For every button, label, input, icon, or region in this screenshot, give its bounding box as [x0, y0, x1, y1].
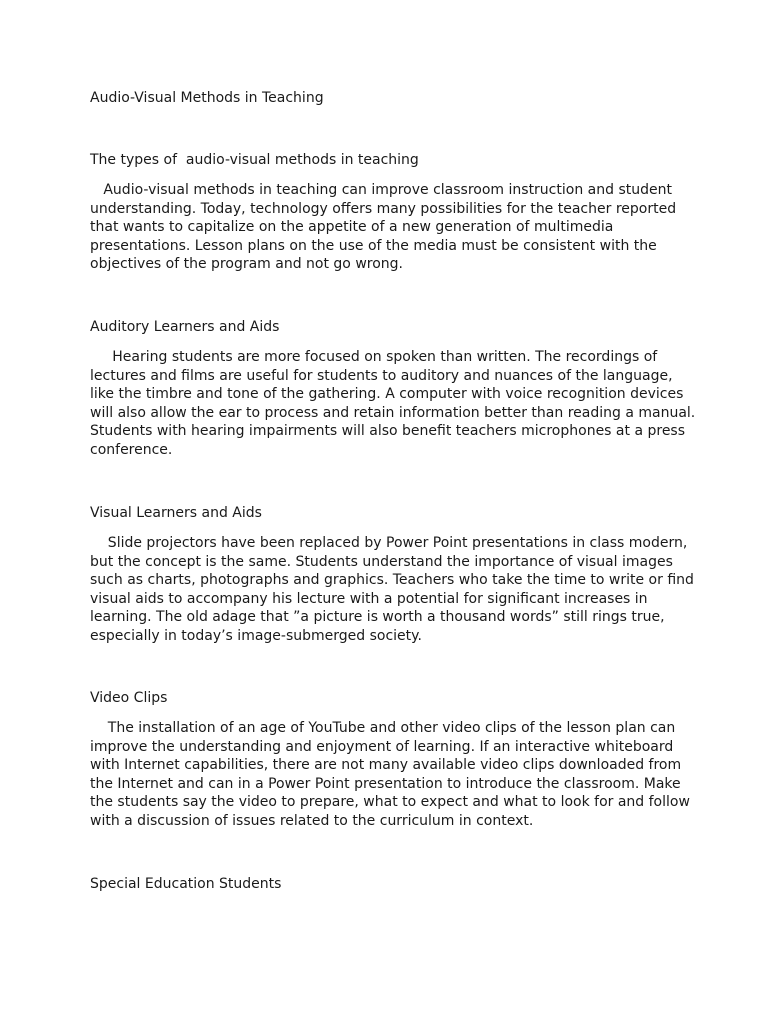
paragraph-line: objectives of the program and not go wrong.: [90, 256, 403, 272]
paragraph-line: visual aids to accompany his lecture with a potential for significant increases in: [90, 590, 648, 607]
paragraph-line: conference.: [90, 441, 173, 458]
paragraph-line: the students say the video to prepare, what to expect and what to look for and follow: [90, 794, 690, 810]
paragraph-line: Slide projectors have been replaced by Power Point presentations in class modern,: [90, 535, 688, 551]
section-paragraph-auditory: [90, 348, 696, 459]
paragraph-line: Hearing students are more focused on spoken than written. The recordings of: [90, 349, 658, 365]
section-heading-video: Video Clips: [90, 690, 168, 706]
paragraph-line: with a discussion of issues related to the curriculum in context.: [90, 812, 534, 829]
paragraph-line: will also allow the ear to process and retain information better than reading a manual.: [90, 404, 696, 421]
paragraph-line: like the timbre and tone of the gathering. A computer with voice recognition devices: [90, 386, 684, 402]
document-title: Audio-Visual Methods in Teaching: [90, 90, 324, 106]
section-heading-visual: Visual Learners and Aids: [90, 505, 262, 521]
paragraph-line: Students with hearing impairments will also benefit teachers microphones at a press: [90, 423, 686, 439]
paragraph-line: but the concept is the same. Students understand the importance of visual images: [90, 553, 673, 570]
paragraph-line: with Internet capabilities, there are not many available video clips downloaded from: [90, 757, 682, 773]
paragraph-line: improve the understanding and enjoyment of learning. If an interactive whiteboard: [90, 738, 674, 755]
section-heading-auditory: Auditory Learners and Aids: [90, 319, 280, 335]
intro-paragraph: [90, 181, 690, 274]
paragraph-line: The installation of an age of YouTube and other video clips of the lesson plan can: [90, 720, 676, 736]
section-heading-special-education: Special Education Students: [90, 876, 282, 892]
paragraph-line: the Internet and can in a Power Point presentation to introduce the classroom. Make: [90, 775, 681, 792]
section-paragraph-video: [90, 719, 690, 830]
paragraph-line: lectures and films are useful for students to auditory and nuances of the language,: [90, 367, 673, 384]
paragraph-line: learning. The old adage that ”a picture is worth a thousand words” still rings true,: [90, 609, 665, 625]
paragraph-line: especially in today’s image-submerged society.: [90, 627, 422, 644]
section-paragraph-visual: [90, 534, 694, 645]
paragraph-line: that wants to capitalize on the appetite of a new generation of multimedia: [90, 219, 614, 235]
paragraph-line: understanding. Today, technology offers many possibilities for the teacher reported: [90, 200, 677, 217]
document-subtitle: The types of audio-visual methods in teaching: [90, 152, 419, 168]
paragraph-line: presentations. Lesson plans on the use of the media must be consistent with the: [90, 237, 657, 254]
paragraph-line: Audio-visual methods in teaching can improve classroom instruction and student: [90, 182, 672, 198]
paragraph-line: such as charts, photographs and graphics. Teachers who take the time to write or find: [90, 572, 694, 588]
